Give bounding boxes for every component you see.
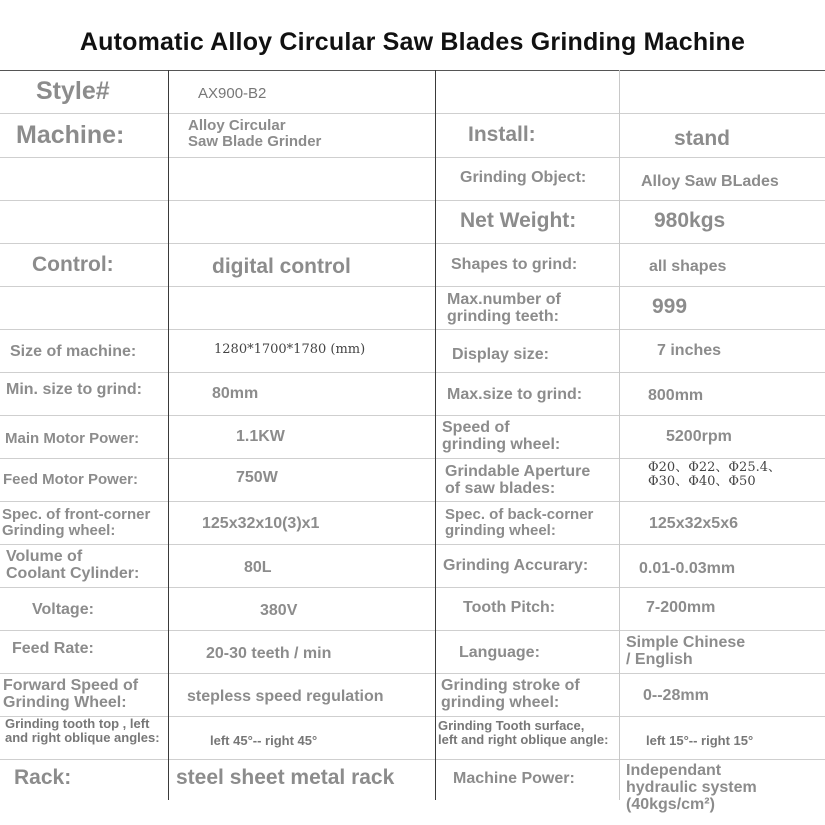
label-aperture: Grindable Aperture of saw blades: (445, 463, 591, 497)
label-display-size: Display size: (452, 346, 549, 363)
value-front-wheel: 125x32x10(3)x1 (202, 515, 320, 532)
value-forward-speed: stepless speed regulation (187, 688, 384, 705)
label-forward-speed: Forward Speed of Grinding Wheel: (3, 677, 139, 711)
label-shapes: Shapes to grind: (451, 256, 578, 273)
value-max-teeth: 999 (652, 295, 688, 318)
label-control: Control: (32, 253, 114, 276)
label-machine: Machine: (16, 121, 125, 149)
value-style: AX900-B2 (198, 85, 267, 102)
label-coolant: Volume of Coolant Cylinder: (6, 548, 140, 582)
value-rack: steel sheet metal rack (176, 766, 395, 789)
value-net-weight: 980kgs (654, 209, 726, 232)
value-main-motor: 1.1KW (236, 428, 285, 445)
value-size-machine: 1280*1700*1780 (mm) (214, 342, 366, 357)
document-title: Automatic Alloy Circular Saw Blades Grinding Machine (79, 28, 746, 56)
label-rack: Rack: (14, 766, 72, 789)
label-accuracy: Grinding Accurary: (443, 557, 589, 574)
value-machine-power: Independant hydraulic system (40kgs/cm²) (626, 762, 757, 813)
label-install: Install: (468, 123, 536, 146)
label-voltage: Voltage: (32, 601, 94, 618)
value-control: digital control (212, 255, 351, 278)
value-accuracy: 0.01-0.03mm (639, 560, 736, 577)
value-machine: Alloy Circular Saw Blade Grinder (188, 117, 322, 150)
label-surface-angles: Grinding Tooth surface, left and right oblique angle: (438, 718, 609, 747)
value-install: stand (674, 127, 731, 150)
label-feed-motor: Feed Motor Power: (3, 471, 139, 488)
value-grinding-object: Alloy Saw BLades (641, 173, 779, 190)
label-min-size: Min. size to grind: (6, 381, 142, 398)
label-grinding-object: Grinding Object: (460, 169, 587, 186)
label-feed-rate: Feed Rate: (12, 640, 94, 657)
label-tooth-pitch: Tooth Pitch: (463, 599, 556, 616)
value-top-angles: left 45°-- right 45° (210, 733, 318, 748)
label-max-teeth: Max.number of grinding teeth: (447, 291, 561, 325)
label-front-wheel: Spec. of front-corner Grinding wheel: (2, 506, 151, 539)
label-back-wheel: Spec. of back-corner grinding wheel: (445, 506, 594, 539)
value-surface-angles: left 15°-- right 15° (646, 733, 754, 748)
value-wheel-speed: 5200rpm (666, 428, 732, 445)
label-top-angles: Grinding tooth top , left and right oblique angles: (5, 716, 160, 745)
value-display-size: 7 inches (657, 342, 722, 359)
label-net-weight: Net Weight: (460, 209, 577, 232)
label-wheel-speed: Speed of grinding wheel: (442, 419, 561, 453)
label-language: Language: (459, 644, 540, 661)
label-machine-power: Machine Power: (453, 770, 575, 787)
label-stroke: Grinding stroke of grinding wheel: (441, 677, 580, 711)
value-aperture: Φ20、Φ22、Φ25.4、 Φ30、Φ40、Φ50 (648, 460, 782, 489)
value-feed-rate: 20-30 teeth / min (206, 645, 332, 662)
value-shapes: all shapes (649, 258, 727, 275)
spec-table (0, 70, 825, 813)
value-back-wheel: 125x32x5x6 (649, 515, 738, 532)
label-style: Style# (36, 77, 110, 105)
value-language: Simple Chinese / English (626, 634, 746, 668)
label-size-machine: Size of machine: (10, 343, 137, 360)
value-stroke: 0--28mm (643, 687, 709, 704)
value-voltage: 380V (260, 602, 298, 619)
value-max-size: 800mm (648, 387, 704, 404)
value-min-size: 80mm (212, 385, 259, 402)
label-main-motor: Main Motor Power: (5, 430, 140, 447)
label-max-size: Max.size to grind: (447, 386, 583, 403)
value-coolant: 80L (244, 559, 272, 576)
value-tooth-pitch: 7-200mm (646, 599, 716, 616)
value-feed-motor: 750W (236, 469, 278, 486)
